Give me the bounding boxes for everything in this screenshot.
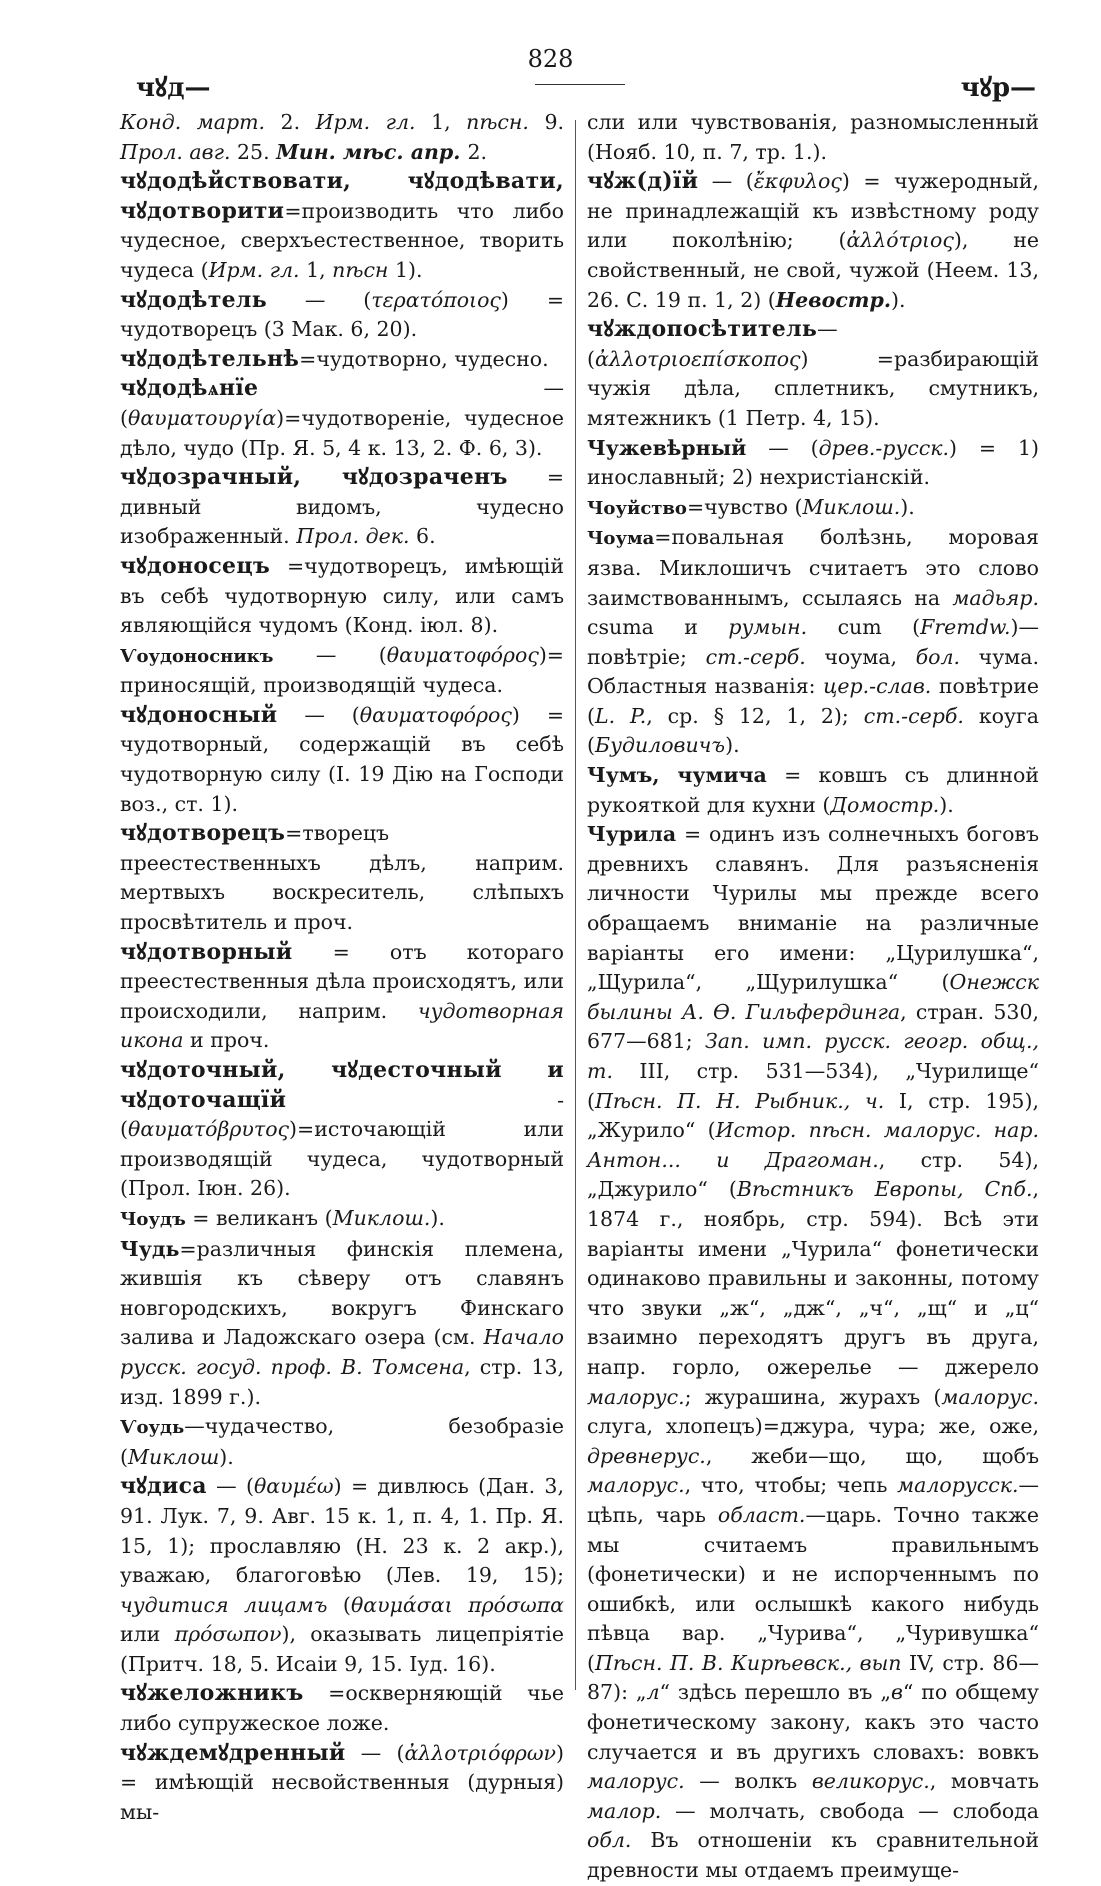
dictionary-entry — [120, 1472, 564, 1679]
dictionary-entry — [120, 1204, 564, 1235]
dictionary-entry — [587, 761, 1039, 820]
entry-headword: чꙋдоносный — [120, 701, 278, 728]
dictionary-entry — [120, 1235, 564, 1413]
entry-text: = ковшъ съ длинной рукояткой для кухни ( — [587, 763, 1039, 817]
entry-text: III, стр. 531—534), „Чурилище“ ( — [587, 1059, 1039, 1113]
entry-text: csuma и — [587, 615, 729, 640]
entry-text: и проч. — [183, 1028, 270, 1053]
entry-text: =повальная болѣзнь, моровая язва. Миклошичъ считаетъ это слово заимствованнымъ, ссылаясь на — [587, 525, 1039, 610]
entry-italic: Мин. мѣс. апр. — [276, 139, 468, 164]
entry-text: , стран. 530, 677—681; — [587, 999, 1039, 1054]
entry-text: 1, — [431, 110, 467, 134]
entry-text: )= приносящій, производящій чудеса. — [120, 642, 564, 698]
entry-text: I, стр. 195), „Журило“ ( — [587, 1088, 1039, 1143]
entry-italic: малорус. — [941, 1384, 1039, 1409]
dictionary-entry — [120, 938, 564, 1056]
entry-text: — ( — [277, 702, 360, 727]
page-header — [0, 40, 1101, 110]
entry-italic: древ.-русск. — [818, 435, 949, 460]
entry-text: —чудачество, безобразіе ( — [120, 1414, 564, 1469]
dictionary-entry — [120, 286, 564, 345]
entry-italic: чудотворная икона — [120, 998, 564, 1053]
entry-text: =чудотворно, чудесно. — [299, 346, 549, 371]
entry-italic: Конд. март. — [120, 110, 281, 134]
entry-text: ). — [219, 1444, 234, 1469]
entry-headword: чꙋждопосѣтитель — [587, 316, 818, 343]
entry-italic: в — [890, 1680, 903, 1705]
dictionary-entry — [587, 167, 1039, 315]
page-number: 828 — [527, 45, 574, 73]
entry-text: )—повѣтріе; — [587, 615, 1039, 669]
entry-headword: чꙋжеложникъ — [120, 1680, 304, 1707]
entry-text: —цѣпь, чарь — [587, 1473, 1039, 1527]
entry-text: —( — [587, 317, 838, 371]
entry-headword: Чумъ, чумича — [587, 763, 767, 788]
dictionary-entry — [120, 552, 564, 641]
entry-italic: мадьяр. — [952, 585, 1039, 610]
entry-text: ; журашина, журахъ ( — [684, 1384, 942, 1409]
entry-text: ( — [327, 1592, 351, 1617]
entry-text: сли или чувствованія, разномысленный (Нояб. 10, п. 7, тр. 1.). — [587, 110, 1039, 164]
entry-greek: θαυμέω — [253, 1474, 334, 1499]
entry-text: =производить что либо чудесное, сверхъестественное, творить чудеса ( — [120, 198, 564, 282]
left-column — [120, 108, 564, 1827]
entry-text: слуга, хлопецъ)=джура, чура; же, оже, — [587, 1414, 1039, 1439]
entry-italic: румын. — [728, 615, 808, 640]
entry-italic: Будиловичъ — [595, 733, 726, 758]
dictionary-entry — [587, 434, 1039, 493]
entry-italic: обл. — [587, 1828, 632, 1853]
entry-headword: Чоуйство — [587, 497, 687, 519]
entry-text: ) = чужеродный, не принадлежащій къ извѣстному роду или поколѣнію; ( — [587, 169, 1039, 253]
entry-greek: τερατόποιος — [371, 287, 501, 312]
entry-text: —царь. Точно также мы считаемъ правильнымъ (фонетически) и не испорченнымъ по ошибкѣ, или ослышкѣ какого нибудь пѣвца вар. „Чурива“, „Чуривушка“ ( — [587, 1502, 1039, 1675]
dictionary-entry — [120, 701, 564, 819]
entry-italic: Прол. дек. — [296, 524, 417, 549]
entry-italic: Истор. пѣсн. малорус. нар. Антон... и Драгоман. — [587, 1118, 1039, 1172]
entry-text: — ( — [698, 169, 754, 194]
dictionary-entry — [120, 1679, 564, 1738]
entry-text: 25. — [236, 139, 277, 164]
entry-headword: чꙋдотворецъ — [120, 820, 286, 847]
entry-italic: Миклош — [128, 1444, 220, 1469]
dictionary-entry — [120, 819, 564, 937]
header-left-guideword: чꙋд— — [136, 73, 211, 103]
entry-headword: Чужевѣрный — [587, 435, 747, 460]
entry-headword: чꙋдодѣѧнїе — [120, 375, 259, 402]
entry-text: =оскверняющій чье либо супружеское ложе. — [120, 1681, 564, 1736]
entry-headword: чꙋж(д)їй — [587, 168, 699, 195]
entry-text: ). — [725, 733, 740, 758]
entry-text: ). — [890, 287, 906, 312]
entry-text: “ здѣсь перешло въ „ — [659, 1680, 891, 1705]
entry-text: = великанъ ( — [185, 1205, 333, 1230]
entry-text: IV, стр. 86—87): „ — [587, 1650, 1040, 1705]
entry-headword: чꙋдиса — [120, 1473, 207, 1500]
entry-headword: Ѵоудоносникъ — [120, 645, 274, 667]
entry-greek: θαυματοφόρος — [359, 702, 512, 727]
entry-greek: θαυματόβρυτος — [128, 1117, 290, 1142]
entry-text: — ( — [746, 435, 819, 460]
entry-italic: древнерус. — [587, 1443, 706, 1468]
entry-text: ). — [900, 494, 915, 519]
entry-text: ) = имѣющій несвойственныя (дурныя) мы- — [120, 1740, 564, 1824]
entry-text: 9. — [544, 110, 564, 134]
entry-headword: чꙋдодѣйствовати, чꙋдодѣвати, чꙋдотворити — [120, 168, 564, 224]
entry-italic: Ирм. гл. — [315, 110, 432, 134]
entry-text: — ( — [345, 1740, 405, 1765]
dictionary-entry — [120, 1412, 564, 1472]
dictionary-entry — [120, 1056, 564, 1204]
entry-text: , 1874 г., ноябрь, стр. 594). Всѣ эти варіанты имени „Чурила“ фонетически одинаково правильны и законны, потому что звуки „ж“, „дж“, „ч“, „щ“ и „ц“ взаимно переходятъ другъ въ друга, напр. горло, ожерелье — джерело — [587, 1177, 1039, 1379]
entry-text: ), не свойственный, не свой, чужой (Неем. 13, 26. С. 19 п. 1, 2) ( — [587, 228, 1039, 312]
entry-text: =различныя финскія племена, жившія къ сѣверу отъ славянъ новгородскихъ, вокругъ Финскаго залива и Ладожскаго озера (см. — [120, 1236, 564, 1350]
entry-greek: ἀλλοτριοεπίσκοπος — [595, 346, 801, 371]
entry-text: чума. Областныя названія: — [587, 644, 1039, 699]
entry-italic: L. P. — [595, 703, 647, 728]
entry-text: =творецъ преестественныхъ дѣлъ, наприм. мертвыхъ воскреситель, слѣпыхъ просвѣтитель и проч. — [120, 821, 564, 935]
entry-italic: цер.-слав. — [823, 674, 932, 699]
entry-headword: Ѵоудь — [120, 1417, 185, 1439]
entry-greek: θαυμάσαι πρόσωπα — [350, 1592, 564, 1617]
entry-headword: чꙋдодѣтельнѣ — [120, 345, 300, 372]
entry-text: , стр. 54), „Джурило“ ( — [587, 1147, 1039, 1202]
entry-italic: Вѣстникъ Европы, Спб. — [736, 1177, 1033, 1202]
dictionary-entry — [587, 108, 1039, 167]
entry-italic: Ирм. гл. — [208, 257, 307, 282]
dictionary-entry — [120, 641, 564, 701]
dictionary-entry — [120, 374, 564, 463]
header-rule — [535, 84, 625, 85]
entry-text: 2. — [280, 110, 316, 134]
entry-text: — ( — [266, 287, 372, 312]
entry-text: ) = 1) инославный; 2) нехристіанскій. — [587, 435, 1040, 490]
dictionary-entry — [120, 345, 564, 375]
entry-italic: малорус. — [587, 1384, 685, 1409]
entry-headword: чꙋдодѣтель — [120, 286, 267, 313]
entry-italic: Миклош. — [802, 494, 901, 519]
entry-text: — волкъ — [684, 1769, 812, 1794]
entry-headword: Чоума — [587, 528, 655, 550]
entry-text: = одинъ изъ солнечныхъ боговъ древнихъ славянъ. Для разъясненія личности Чурилы мы прежде всего обращаемъ вниманіе на различные варіанты его имени: „Цурилушка“, „Щурила“, „Щурилушка“ ( — [587, 822, 1039, 995]
entry-text: 1). — [394, 257, 423, 282]
dictionary-entry — [587, 523, 1039, 761]
right-column — [587, 108, 1039, 1886]
entry-headword: Чурила — [587, 822, 677, 847]
entry-headword: чꙋдоносецъ — [120, 552, 271, 579]
entry-text: , стр. 13, изд. 1899 г.). — [120, 1354, 564, 1409]
entry-headword: чꙋдозрачный, чꙋдозраченъ — [120, 464, 508, 491]
entry-greek: θαυματοφόρος — [386, 642, 539, 667]
entry-italic: малорус. — [587, 1473, 685, 1498]
entry-italic: л — [646, 1680, 660, 1705]
entry-text: чоума, — [805, 644, 916, 669]
entry-italic: ст.-серб. — [863, 703, 964, 728]
entry-headword: чꙋждемꙋдренный — [120, 1739, 346, 1766]
entry-greek: ἀλλότριος — [846, 228, 954, 253]
entry-italic: чудитися лицамъ — [120, 1592, 328, 1617]
entry-text: “ по общему фонетическому закону, какъ это часто случается и въ другихъ словахъ: вовкъ — [587, 1680, 1039, 1764]
entry-greek: θαυματουργία — [128, 405, 277, 430]
entry-italic: Зап. имп. русск. геогр. общ., т. — [587, 1029, 1039, 1083]
entry-text: , ср. § 12, 1, 2); — [646, 703, 864, 728]
dictionary-entry — [120, 167, 564, 285]
entry-text: cum ( — [807, 615, 921, 640]
entry-text: — ( — [120, 376, 564, 430]
entry-italic: Домостр. — [830, 792, 940, 817]
entry-text: — ( — [206, 1474, 254, 1499]
entry-italic: малорусск. — [897, 1473, 1019, 1498]
entry-text: повѣтрие ( — [587, 674, 1039, 728]
entry-text: , мовчать — [929, 1769, 1040, 1794]
entry-text: ), оказывать лицепріятіе (Притч. 18, 5. Исаіи 9, 15. Іуд. 16). — [120, 1622, 564, 1676]
dictionary-entry — [120, 108, 564, 167]
entry-text: , что, чтобы; чепь — [684, 1473, 898, 1498]
entry-text: )=чудотвореніе, чудесное дѣло, чудо (Пр. Я. 5, 4 к. 13, 2. Ф. 6, 3). — [120, 405, 564, 460]
entry-greek: πρόσωπον — [174, 1622, 282, 1647]
entry-text: = дивный видомъ, чудесно изображенный. — [120, 465, 564, 549]
entry-text: - ( — [120, 1087, 564, 1142]
entry-headword: Чудь — [120, 1236, 180, 1261]
entry-text: , жеби—що, що, щобъ — [705, 1443, 1039, 1468]
entry-italic: малор. — [587, 1798, 662, 1823]
entry-greek: ἀλλοτριόφρων — [404, 1740, 556, 1765]
entry-headword: чꙋдоточный, чꙋдесточный и чꙋдоточащїй — [120, 1057, 564, 1113]
entry-text: коуга ( — [587, 703, 1039, 758]
entry-italic: Онежск былины А. Ѳ. Гильфердинга — [587, 970, 1039, 1024]
entry-text: 6. — [416, 524, 436, 549]
entry-text: =чувство ( — [686, 494, 803, 519]
dictionary-entry — [120, 463, 564, 552]
entry-italic: Fremdw. — [920, 615, 1011, 640]
entry-text: или — [120, 1622, 175, 1647]
entry-text: — молчать, свобода — слобода — [661, 1798, 1039, 1823]
entry-italic: Невостр. — [775, 287, 891, 312]
entry-italic: Пѣсн. П. Н. Рыбник., ч. — [595, 1088, 885, 1113]
entry-text: 1, — [306, 257, 333, 282]
entry-text: )=источающій или производящій чудеса, чудотворный (Прол. Іюн. 26). — [120, 1117, 564, 1201]
entry-headword: Чоудъ — [120, 1208, 186, 1230]
dictionary-entry — [587, 493, 1039, 524]
entry-italic: ст.-серб. — [705, 644, 806, 669]
entry-greek: ἔκφυλος — [753, 169, 842, 194]
entry-text: — ( — [273, 642, 387, 667]
dictionary-entry — [587, 820, 1039, 1885]
entry-italic: малорус. — [587, 1769, 685, 1794]
entry-text: Въ отношеніи къ сравнительной древности мы отдаемъ преимуще- — [587, 1828, 1039, 1883]
entry-italic: Миклош. — [332, 1205, 431, 1230]
entry-text: = отъ котораго преестественныя дѣла происходятъ, или происходили, наприм. — [120, 939, 564, 1023]
header-right-guideword: чꙋр— — [960, 73, 1036, 103]
entry-text: 2. — [467, 139, 488, 164]
entry-text: ) =разбирающій чужія дѣла, сплетникъ, смутникъ, мятежникъ (1 Петр. 4, 15). — [587, 346, 1039, 430]
entry-italic: Пѣсн. П. В. Кирѣевск., вып — [595, 1650, 902, 1675]
entry-text: ). — [430, 1205, 445, 1230]
entry-text: =чудотворецъ, имѣющій въ себѣ чудотворную силу, или самъ являющійся чудомъ (Конд. іюл. 8). — [120, 553, 564, 638]
entry-italic: Прол. авг. — [120, 139, 237, 164]
dictionary-entry — [120, 1739, 564, 1828]
entry-text: ) = дивлюсь (Дан. 3, 91. Лук. 7, 9. Авг. 15 к. 1, п. 4, 1. Пр. Я. 15, 1); прославляю (Н. 23 к. 2 акр.), уважаю, благоговѣю (Лев. 19, 15); — [120, 1474, 564, 1588]
entry-italic: пѣсн. — [466, 110, 545, 134]
entry-text: ) = чудотворецъ (3 Мак. 6, 20). — [120, 287, 564, 342]
entry-italic: Начало русск. госуд. проф. В. Томсена — [120, 1325, 564, 1379]
entry-italic: област. — [717, 1502, 806, 1527]
entry-italic: великорус. — [811, 1769, 930, 1794]
entry-text: ) = чудотворный, содержащій въ себѣ чудотворную силу (I. 19 Дію на Господи воз., ст. 1). — [120, 702, 564, 816]
entry-headword: чꙋдотворный — [120, 938, 293, 965]
entry-italic: бол. — [915, 644, 961, 669]
entry-text: ). — [939, 792, 954, 817]
column-divider — [575, 120, 576, 1690]
dictionary-entry — [587, 315, 1039, 433]
entry-italic: пѣсн — [332, 257, 395, 282]
